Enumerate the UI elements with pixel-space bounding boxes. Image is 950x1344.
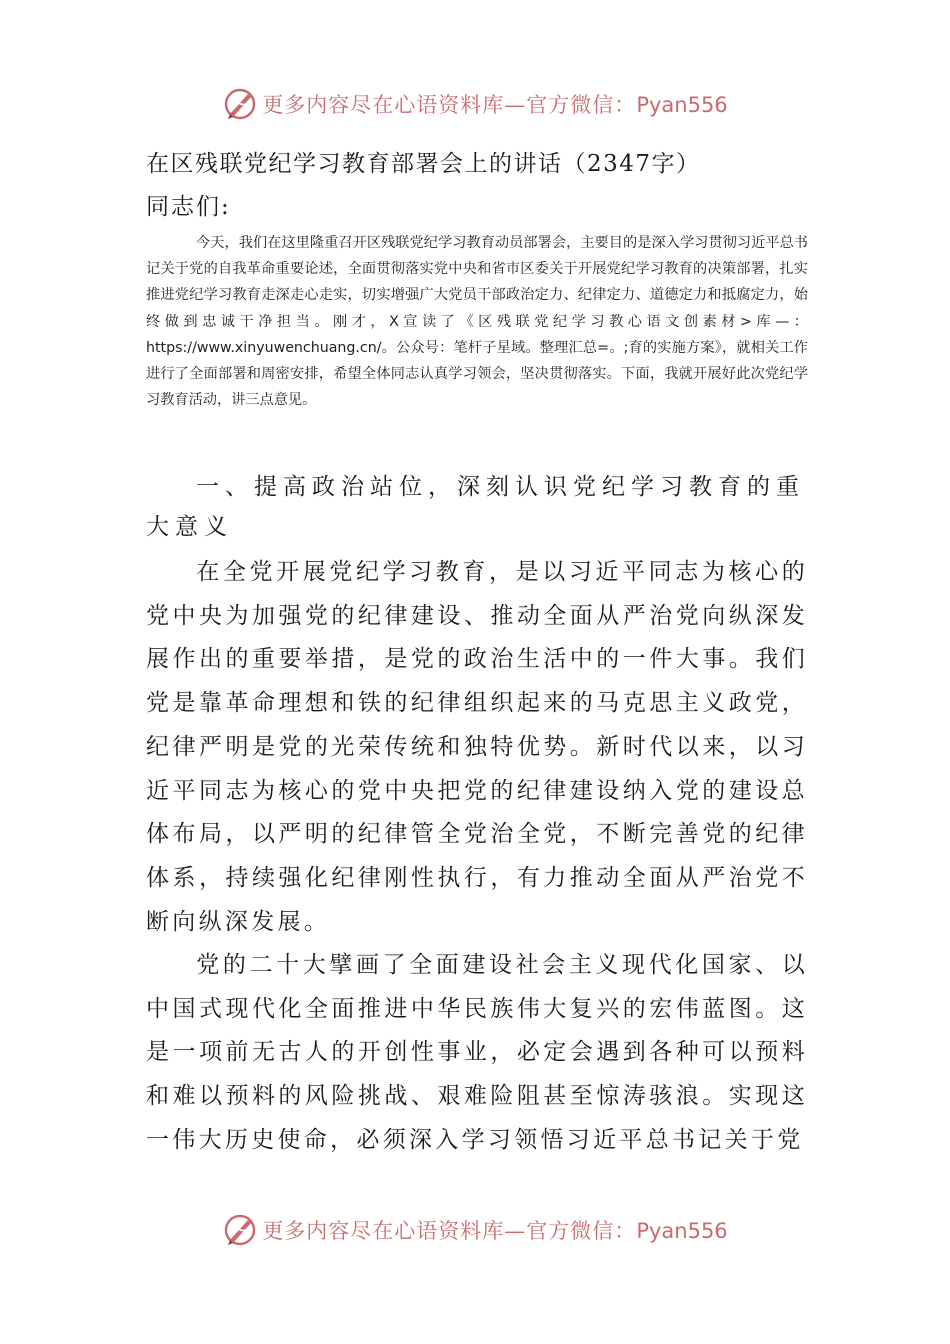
footer-watermark-banner: [0, 1210, 950, 1250]
pen-circle-logo-icon: [222, 1212, 258, 1248]
banner-text: 更多内容尽在心语资料库—官方微信：Pyan556: [262, 93, 728, 117]
body-paragraph: 党的二十大擘画了全面建设社会主义现代化国家、以中国式现代化全面推进中华民族伟大复兴的宏伟蓝图。这是一项前无古人的开创性事业，必定会遇到各种可以预料和难以预料的风险挑战、艰难险阻甚至惊涛骇浪。实现这一伟大历史使命，必须深入学习领悟习近平总书记关于党: [146, 952, 808, 1153]
body-paragraph: 在全党开展党纪学习教育，是以习近平同志为核心的党中央为加强党的纪律建设、推动全面从严治党向纵深发展作出的重要举措，是党的政治生活中的一件大事。我们党是靠革命理想和铁的纪律组织起来的马克思主义政党，纪律严明是党的光荣传统和独特优势。新时代以来，以习近平同志为核心的党中央把党的纪律建设纳入党的建设总体布局，以严明的纪律管全党治全党，不断完善党的纪律体系，持续强化纪律刚性执行，有力推动全面从严治党不断向纵深发展。: [146, 559, 808, 935]
banner-text: 更多内容尽在心语资料库—官方微信：Pyan556: [262, 1219, 728, 1243]
section-heading-1: 一、提高政治站位，深刻认识党纪学习教育的重大意义: [146, 474, 805, 540]
greeting: 同志们:: [146, 194, 231, 220]
header-watermark-banner: [0, 84, 950, 124]
document-title: 在区残联党纪学习教育部署会上的讲话（2347字）: [146, 151, 701, 177]
pen-circle-logo-icon: [222, 86, 258, 122]
intro-paragraph: 今天，我们在这里隆重召开区残联党纪学习教育动员部署会，主要目的是深入学习贯彻习近平总书记关于党的自我革命重要论述，全面贯彻落实党中央和省市区委关于开展党纪学习教育的决策部署，扎实推进党纪学习教育走深走心走实，切实增强广大党员干部政治定力、纪律定力、道德定力和抵腐定力，始终做到忠诚干净担当。刚才，X宣读了《区残联党纪学习教心语文创素材>库—：https://www.xinyuwenchuang.cn/。公众号：笔杆子星域。整理汇总=。;育的实施方案》，就相关工作进行了全面部署和周密安排，希望全体同志认真学习领会，坚决贯彻落实。下面，我就开展好此次党纪学习教育活动，讲三点意见。: [146, 235, 808, 409]
